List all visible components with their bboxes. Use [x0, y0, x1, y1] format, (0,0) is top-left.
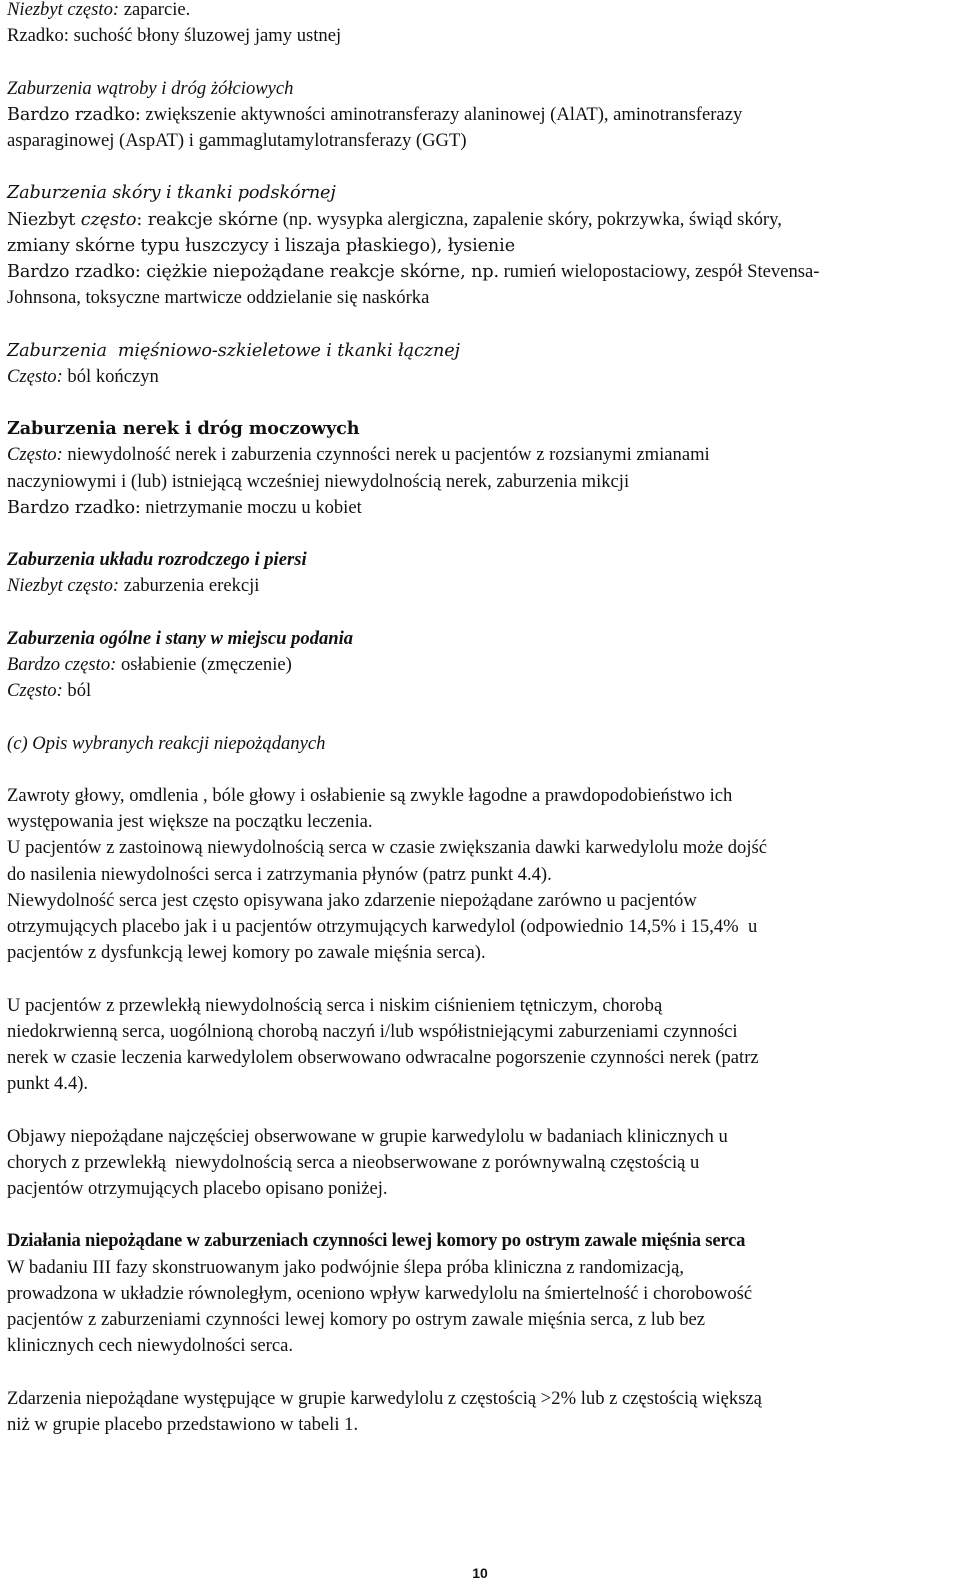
frequency-text: : reakcje skórne	[136, 209, 279, 230]
section-heading-general: Zaburzenia ogólne i stany w miejscu podania	[7, 627, 354, 649]
section-heading-kidney: Zaburzenia nerek i dróg moczowych	[7, 418, 360, 440]
frequency-line: zmiany skórne typu łuszczycy i liszaja płaskiego), łysienie	[7, 235, 516, 256]
paragraph-line: Niewydolność serca jest często opisywana jako zdarzenie niepożądane zarówno u pacjentów	[7, 889, 697, 911]
paragraph-line: prowadzona w układzie równoległym, oceniono wpływ karwedylolu na śmiertelność i chorobowość	[7, 1282, 753, 1304]
section-heading-selected-reactions: (c) Opis wybranych reakcji niepożądanych	[7, 732, 326, 754]
paragraph-common-effects	[7, 1124, 953, 1203]
section-heading-musculoskeletal: Zaburzenia mięśniowo-szkieletowe i tkanki łącznej	[7, 340, 460, 361]
frequency-text: nietrzymanie moczu u kobiet	[140, 496, 362, 518]
paragraph-line: pacjentów z dysfunkcją lewej komory po zawale mięśnia serca).	[7, 942, 486, 964]
frequency-label: Bardzo często:	[7, 653, 117, 675]
frequency-text: zaparcie.	[119, 0, 191, 20]
paragraph-line: W badaniu III fazy skonstruowanym jako podwójnie ślepa próba kliniczna z randomizacją,	[7, 1256, 685, 1278]
frequency-line	[7, 0, 953, 23]
paragraph-line: otrzymujących placebo jak i u pacjentów otrzymujących karwedylol (odpowiednio 14,5% i 15,4% u	[7, 915, 758, 937]
paragraph-line: do nasilenia niewydolności serca i zatrzymania płynów (patrz punkt 4.4).	[7, 863, 552, 885]
paragraph-renal	[7, 993, 953, 1098]
paragraph-table-reference	[7, 1386, 953, 1438]
frequency-line	[7, 102, 953, 128]
frequency-text: (np. wysypka alergiczna, zapalenie skóry, pokrzywka, świąd skóry,	[278, 208, 782, 230]
paragraph-line: punkt 4.4).	[7, 1073, 89, 1095]
frequency-text: zwiększenie aktywności aminotransferazy alaninowej (AlAT), aminotransferazy	[140, 103, 743, 125]
paragraph-dizziness-heart-failure	[7, 783, 953, 966]
frequency-line	[7, 259, 953, 285]
paragraph-lvd	[7, 1255, 953, 1360]
page-number: 10	[472, 1565, 488, 1581]
frequency-line	[7, 364, 953, 390]
frequency-label: Niezbyt	[7, 209, 81, 230]
frequency-line	[7, 495, 953, 521]
frequency-text: zaburzenia erekcji	[119, 575, 260, 597]
frequency-line	[7, 678, 953, 704]
paragraph-line: U pacjentów z przewlekłą niewydolnością serca i niskim ciśnieniem tętniczym, chorobą	[7, 994, 663, 1016]
frequency-label-italic: często	[80, 209, 137, 230]
frequency-text: rumień wielopostaciowy, zespół Stevensa-	[498, 261, 820, 282]
frequency-line	[7, 652, 953, 678]
paragraph-line: pacjentów otrzymujących placebo opisano poniżej.	[7, 1177, 388, 1199]
frequency-text: niewydolność nerek i zaburzenia czynności nerek u pacjentów z rozsianymi zmianami	[62, 444, 710, 466]
frequency-line: Rzadko: suchość błony śluzowej jamy ustnej	[7, 25, 342, 47]
frequency-text: osłabienie (zmęczenie)	[116, 653, 292, 675]
frequency-line	[7, 207, 953, 233]
frequency-label: Bardzo rzadko: ciężkie niepożądane reakcje skórne, np.	[7, 262, 499, 282]
frequency-label: Bardzo rzadko:	[7, 497, 141, 518]
document-body	[7, 0, 953, 1438]
paragraph-line: Objawy niepożądane najczęściej obserwowane w grupie karwedylolu w badaniach klinicznych u	[7, 1125, 728, 1147]
frequency-line: naczyniowymi i (lub) istniejącą wcześniej niewydolnością nerek, zaburzenia mikcji	[7, 470, 630, 492]
paragraph-line: pacjentów z zaburzeniami czynności lewej komory po ostrym zawale mięśnia serca, z lub bez	[7, 1308, 706, 1330]
frequency-label: Bardzo rzadko:	[7, 104, 141, 125]
frequency-label: Niezbyt często:	[7, 0, 120, 20]
paragraph-line: chorych z przewlekłą niewydolnością serca a nieobserwowane z porównywalną częstością u	[7, 1151, 700, 1173]
paragraph-line: niż w grupie placebo przedstawiono w tabeli 1.	[7, 1413, 359, 1435]
section-heading-reproductive: Zaburzenia układu rozrodczego i piersi	[7, 549, 307, 571]
paragraph-line: klinicznych cech niewydolności serca.	[7, 1335, 294, 1357]
frequency-line: Johnsona, toksyczne martwicze oddzielanie się naskórka	[7, 287, 430, 309]
frequency-label: Często:	[7, 680, 63, 702]
frequency-text: ból kończyn	[62, 365, 159, 387]
frequency-text: ból	[62, 680, 92, 702]
paragraph-line: występowania jest większe na początku leczenia.	[7, 811, 373, 833]
paragraph-line: Zawroty głowy, omdlenia , bóle głowy i osłabienie są zwykle łagodne a prawdopodobieństwo ich	[7, 784, 733, 806]
frequency-line	[7, 442, 953, 468]
frequency-label: Niezbyt często:	[7, 575, 120, 597]
paragraph-line: Zdarzenia niepożądane występujące w grupie karwedylolu z częstością >2% lub z częstością większą	[7, 1387, 762, 1409]
frequency-line	[7, 573, 953, 599]
section-heading-skin: Zaburzenia skóry i tkanki podskórnej	[7, 183, 336, 204]
section-heading-liver: Zaburzenia wątroby i dróg żółciowych	[7, 77, 294, 99]
section-heading-lvd: Działania niepożądane w zaburzeniach czynności lewej komory po ostrym zawale mięśnia serca	[7, 1230, 746, 1252]
paragraph-line: U pacjentów z zastoinową niewydolnością serca w czasie zwiększania dawki karwedylolu może dojść	[7, 837, 767, 859]
frequency-label: Często:	[7, 365, 63, 387]
paragraph-line: niedokrwienną serca, uogólnioną chorobą naczyń i/lub współistniejącymi zaburzeniami czynności	[7, 1020, 738, 1042]
frequency-line: asparaginowej (AspAT) i gammaglutamylotransferazy (GGT)	[7, 130, 467, 151]
paragraph-line: nerek w czasie leczenia karwedylolem obserwowano odwracalne pogorszenie czynności nerek (patrz	[7, 1046, 759, 1068]
frequency-label: Często:	[7, 444, 63, 466]
